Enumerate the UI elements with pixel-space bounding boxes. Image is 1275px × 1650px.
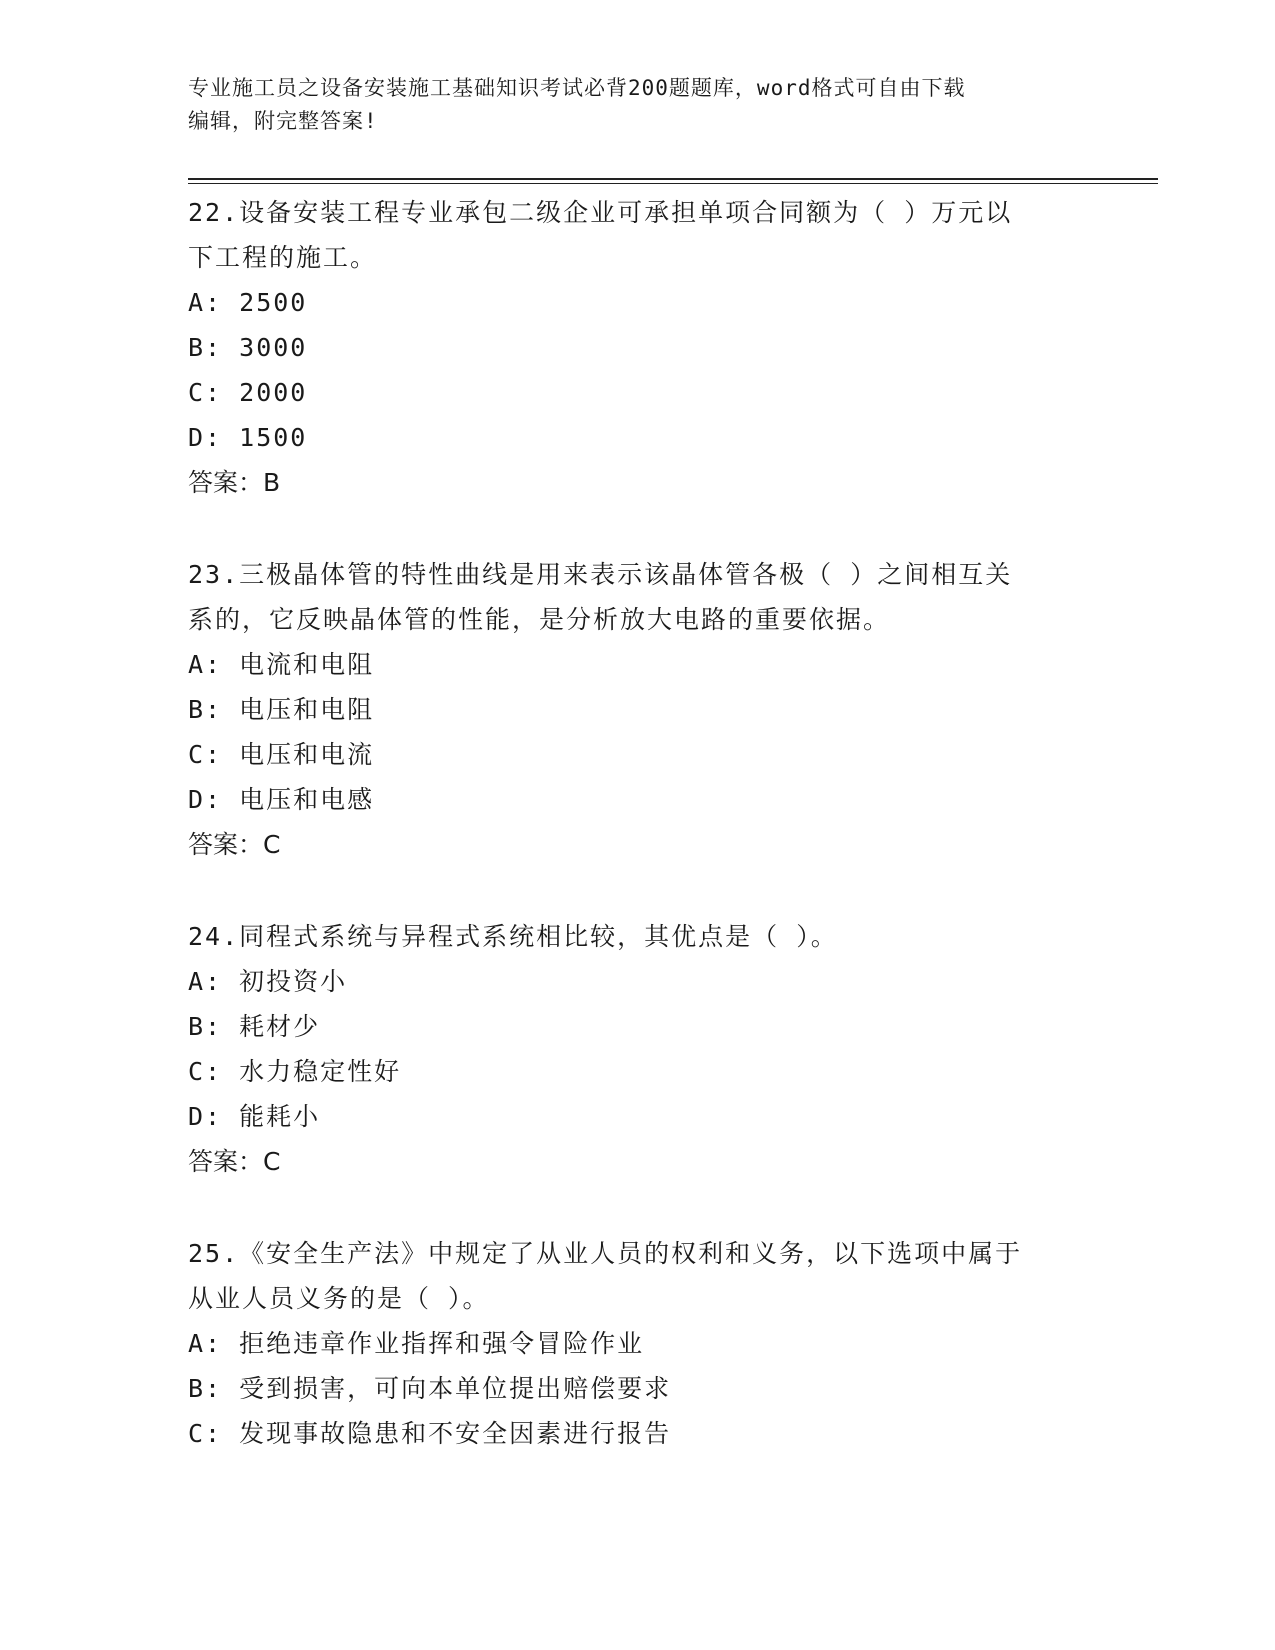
- option-b: B: 受到损害，可向本单位提出赔偿要求: [188, 1374, 672, 1403]
- option-c: C: 发现事故隐患和不安全因素进行报告: [188, 1419, 672, 1448]
- document-header: [188, 72, 1068, 138]
- option-b: B: 3000: [188, 333, 308, 362]
- option-b: B: 耗材少: [188, 1012, 321, 1041]
- answer: 答案：C: [188, 1147, 281, 1176]
- option-d: D: 能耗小: [188, 1102, 321, 1131]
- option-c: C: 电压和电流: [188, 740, 375, 769]
- option-c: C: 2000: [188, 378, 308, 407]
- option-a: A: 电流和电阻: [188, 650, 375, 679]
- option-a: A: 2500: [188, 288, 308, 317]
- header-rule-thin: [188, 183, 1158, 184]
- question-stem: 23.三极晶体管的特性曲线是用来表示该晶体管各极（ ）之间相互关: [188, 560, 1013, 589]
- answer: 答案：B: [188, 468, 281, 497]
- question-stem: 25.《安全生产法》中规定了从业人员的权利和义务，以下选项中属于: [188, 1239, 1023, 1268]
- question-stem-continued: 下工程的施工。: [188, 243, 378, 272]
- question-stem: 22.设备安装工程专业承包二级企业可承担单项合同额为（ ）万元以: [188, 198, 1013, 227]
- option-d: D: 1500: [188, 423, 308, 452]
- question-22: [188, 190, 1088, 505]
- question-list: [188, 190, 1088, 1503]
- option-a: A: 拒绝违章作业指挥和强令冒险作业: [188, 1329, 645, 1358]
- question-23: [188, 552, 1088, 867]
- option-b: B: 电压和电阻: [188, 695, 375, 724]
- question-stem-continued: 从业人员义务的是（ ）。: [188, 1284, 490, 1313]
- option-a: A: 初投资小: [188, 967, 348, 996]
- answer: 答案：C: [188, 830, 281, 859]
- header-line-1: 专业施工员之设备安装施工基础知识考试必背200题题库，word格式可自由下载: [188, 76, 966, 100]
- option-c: C: 水力稳定性好: [188, 1057, 402, 1086]
- header-line-2: 编辑，附完整答案!: [188, 109, 378, 133]
- question-24: [188, 914, 1088, 1184]
- question-stem: 24.同程式系统与异程式系统相比较，其优点是（ ）。: [188, 922, 838, 951]
- question-25: [188, 1231, 1088, 1456]
- header-rule-thick: [188, 178, 1158, 180]
- option-d: D: 电压和电感: [188, 785, 375, 814]
- question-stem-continued: 系的，它反映晶体管的性能，是分析放大电路的重要依据。: [188, 605, 891, 634]
